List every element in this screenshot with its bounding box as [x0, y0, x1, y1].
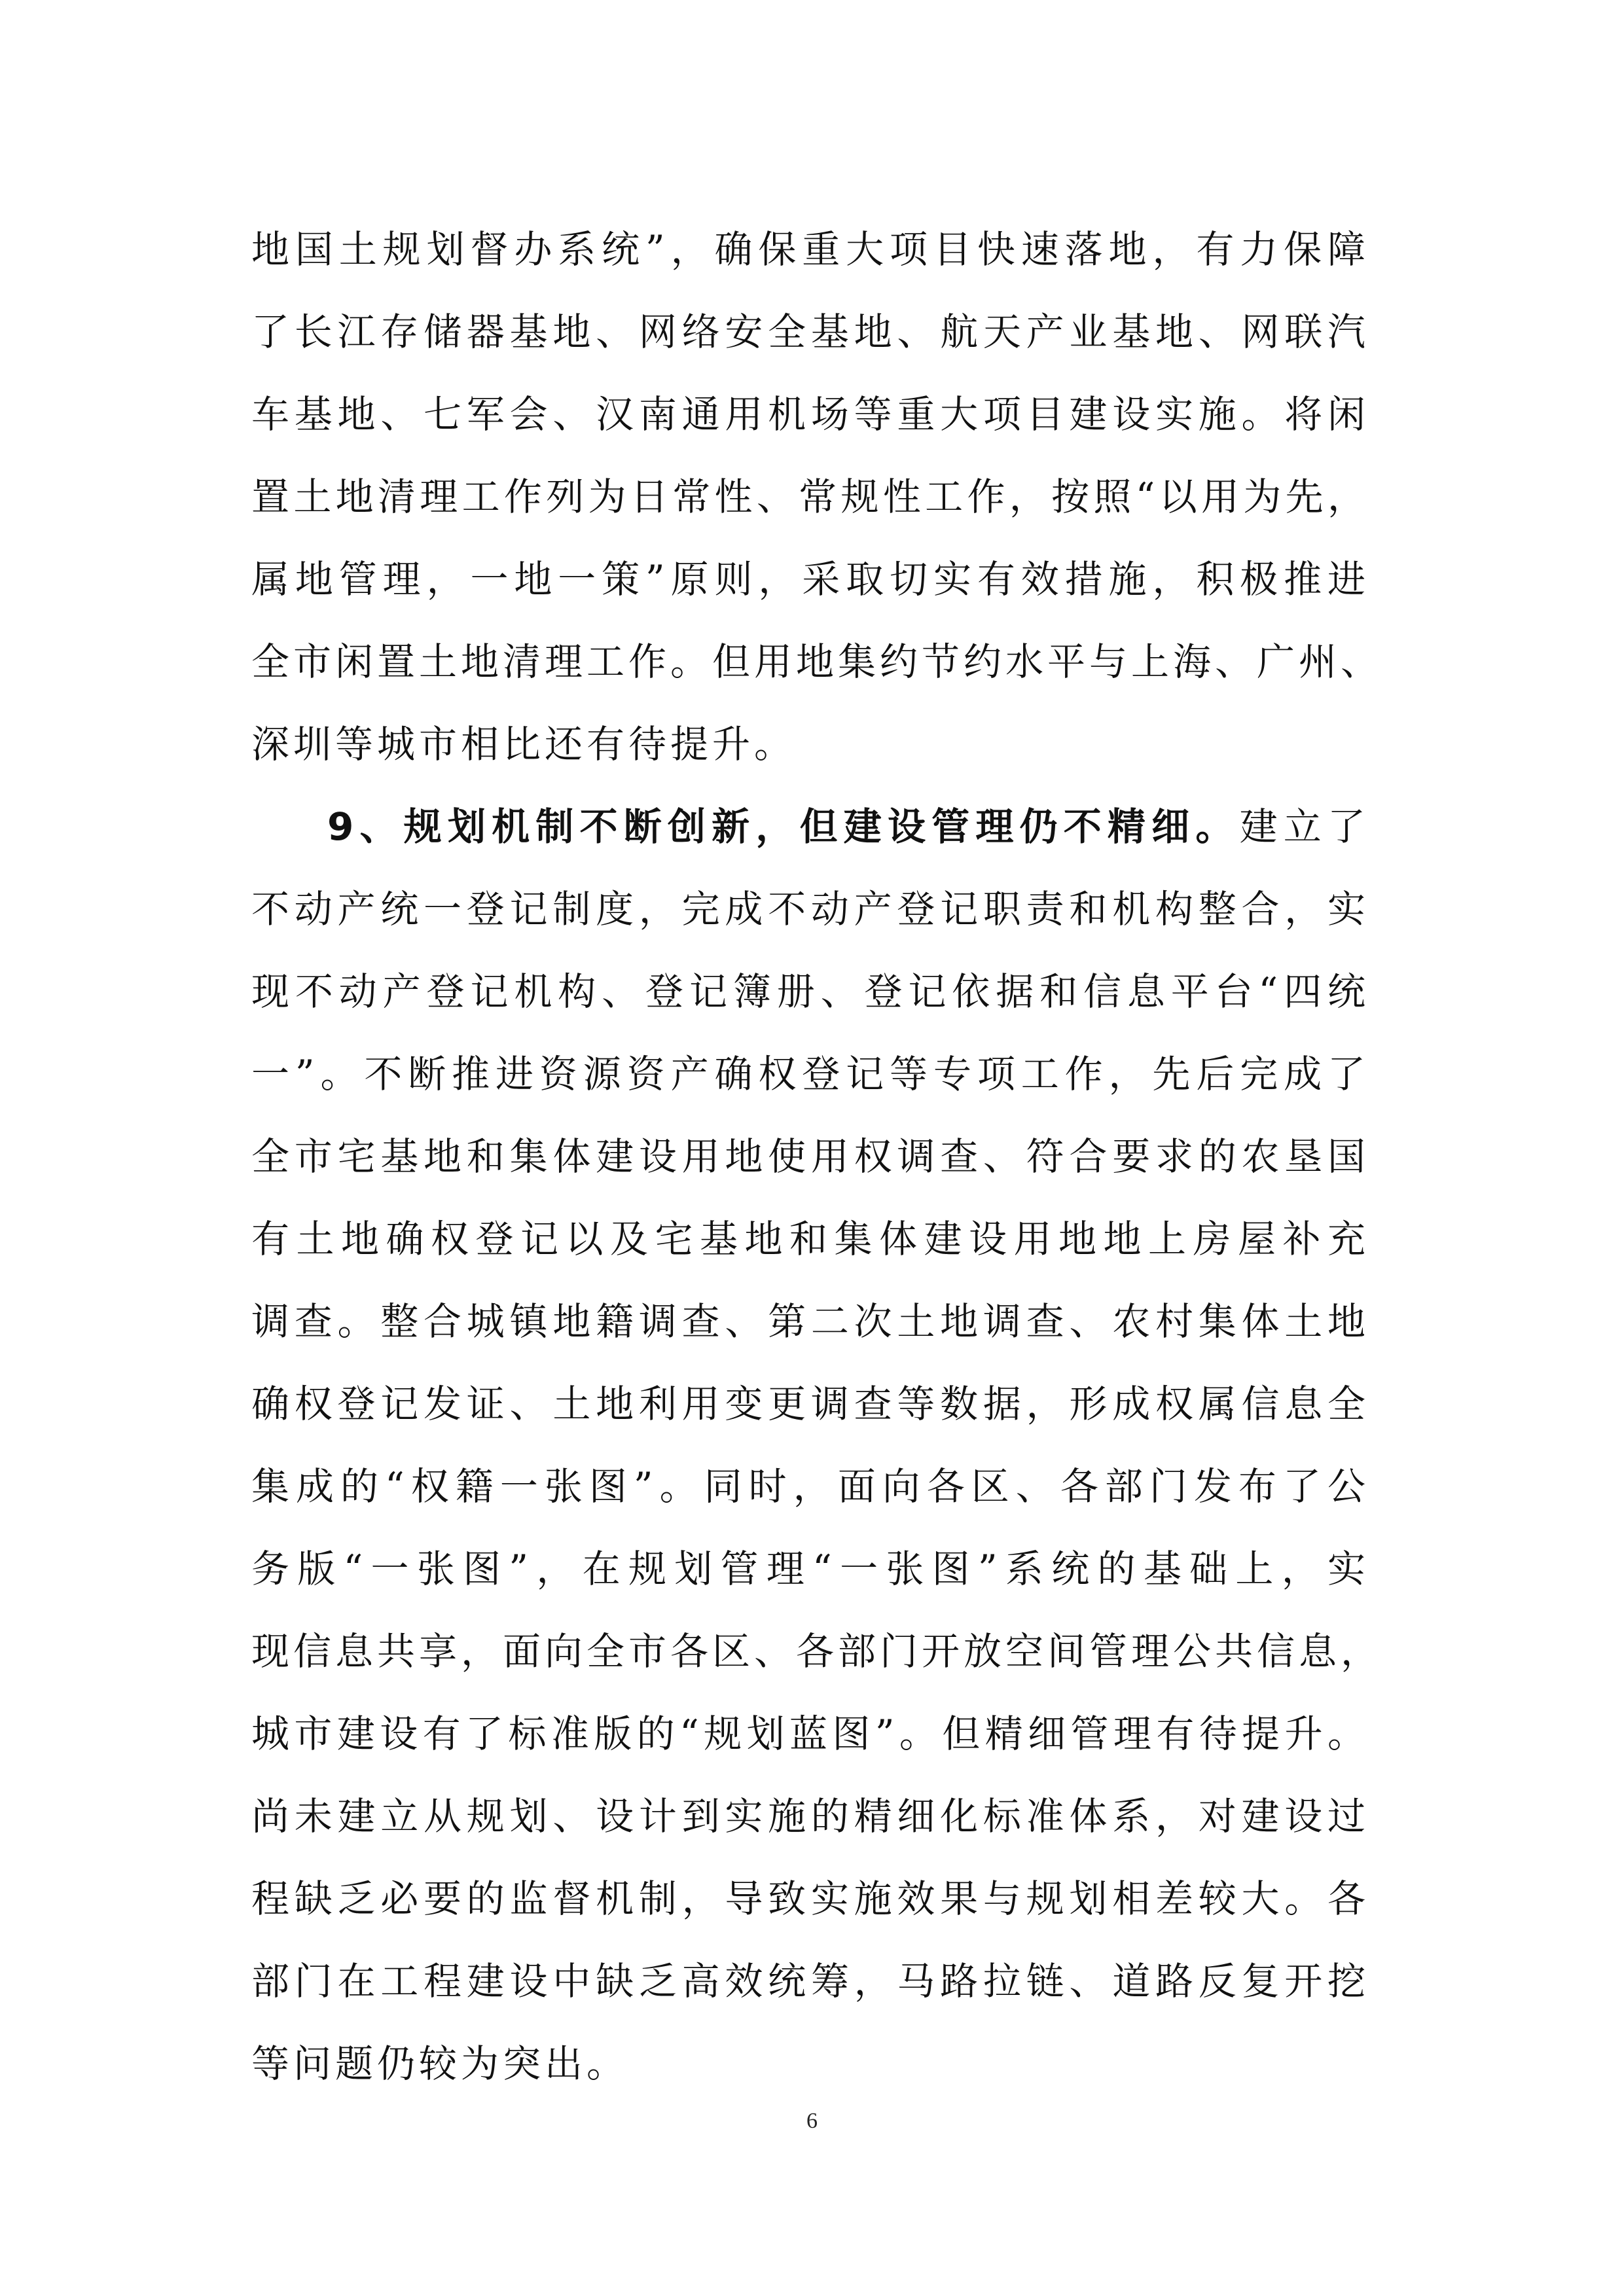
text-line: 集成的“权籍一张图”。同时，面向各区、各部门发布了公: [251, 1464, 1369, 1509]
text-line: 属地管理，一地一策”原则，采取切实有效措施，积极推进: [251, 557, 1369, 601]
text-line: 现不动产登记机构、登记簿册、登记依据和信息平台“四统: [251, 969, 1369, 1014]
text-line: 确权登记发证、土地利用变更调查等数据，形成权属信息全: [251, 1382, 1369, 1426]
text-line: 不动产统一登记制度，完成不动产登记职责和机构整合，实: [251, 887, 1369, 931]
paragraph-1: [251, 208, 1383, 785]
text-line: 地国土规划督办系统”，确保重大项目快速落地，有力保障: [251, 227, 1369, 272]
text-line: 部门在工程建设中缺乏高效统筹，马路拉链、道路反复开挖: [251, 1959, 1369, 2003]
text-line: 程缺乏必要的监督机制，导致实施效果与规划相差较大。各: [251, 1876, 1369, 1921]
text-line: 城市建设有了标准版的“规划蓝图”。但精细管理有待提升。: [251, 1712, 1369, 1756]
text-line: 了长江存储器基地、网络安全基地、航天产业基地、网联汽: [251, 310, 1369, 354]
text-line: 全市闲置土地清理工作。但用地集约节约水平与上海、广州、: [251, 639, 1383, 684]
paragraph-2: [251, 785, 1383, 2105]
paragraph-first-line: [251, 785, 1369, 868]
text-line: 等问题仍较为突出。: [251, 2041, 629, 2086]
text-line: 调查。整合城镇地籍调查、第二次土地调查、农村集体土地: [251, 1299, 1369, 1344]
body-text: [251, 208, 1383, 2105]
text-line: 一”。不断推进资源资产确权登记等专项工作，先后完成了: [251, 1052, 1369, 1096]
text-line: 有土地确权登记以及宅基地和集体建设用地地上房屋补充: [251, 1217, 1369, 1261]
page-number: 6: [806, 2109, 818, 2133]
text-line: 现信息共享，面向全市各区、各部门开放空间管理公共信息，: [251, 1629, 1383, 1674]
text-line: 置土地清理工作列为日常性、常规性工作，按照“以用为先，: [251, 475, 1369, 519]
text-line: 尚未建立从规划、设计到实施的精细化标准体系，对建设过: [251, 1794, 1369, 1839]
section-heading: 9、规划机制不断创新，但建设管理仍不精细。: [327, 804, 1240, 849]
text-line: 务版“一张图”，在规划管理“一张图”系统的基础上，实: [251, 1547, 1369, 1591]
text-line: 全市宅基地和集体建设用地使用权调查、符合要求的农垦国: [251, 1134, 1369, 1179]
text-run: 建立了: [1239, 804, 1369, 849]
text-line: 深圳等城市相比还有待提升。: [251, 722, 797, 766]
text-line: 车基地、七军会、汉南通用机场等重大项目建设实施。将闲: [251, 392, 1369, 437]
